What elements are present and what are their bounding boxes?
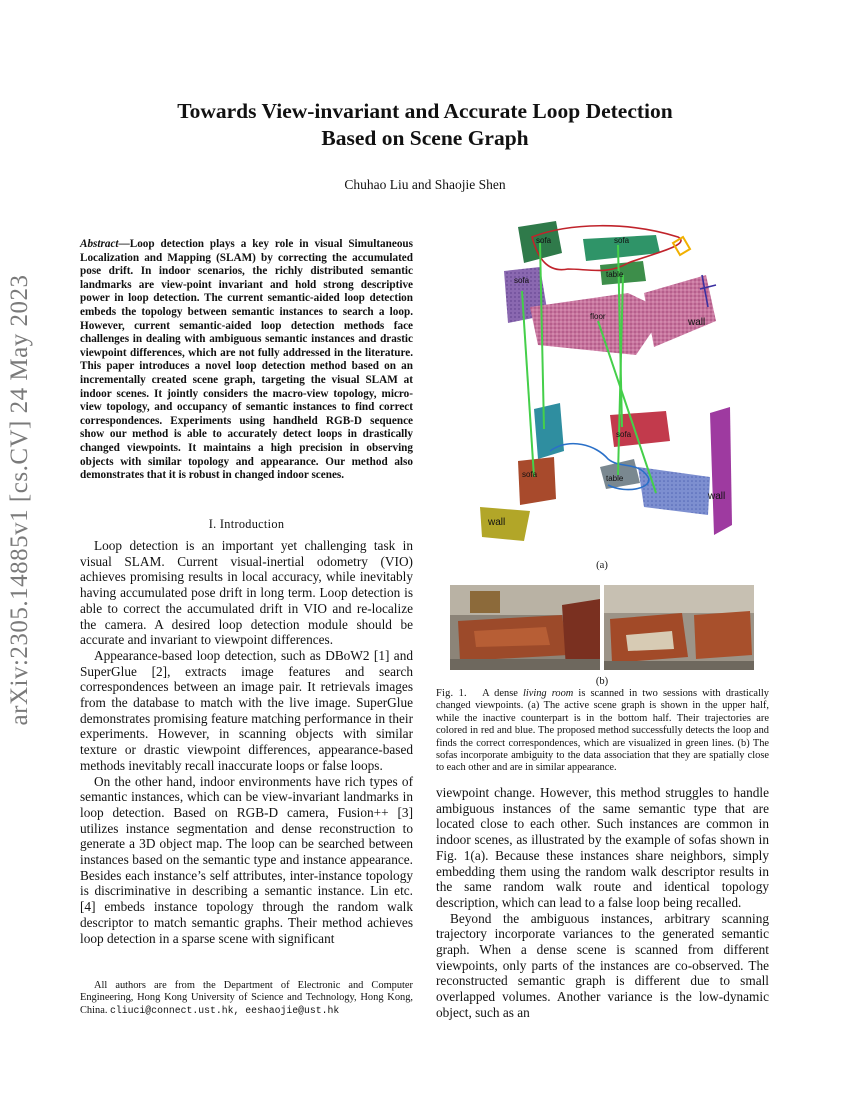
caption-rest: is scanned in two sessions with drastically changed viewpoints. (a) The active scene graph is shown in the upper half, while the inactive counterpart is in the bottom half. Their trajectories are colored in red and blue. The proposed method successfully detects the loop and finds the correct correspondences, which are visualized in green lines. (b) The sofas incorporate ambiguity to the data association that they are spatially close to each other and are in similar appearance.	[436, 688, 770, 774]
paragraph: viewpoint change. However, this method struggles to handle ambiguous instances of the same semantic type that are located close to each other. Such instances are common in indoor scenes, as illustrated by the example of sofas shown in Fig. 1(a). Because these instances share neighbors, simply embedding them using the random walk descriptor results in the same random walk route and identical topology description, which can lead to a false loop being recalled.	[436, 785, 769, 910]
abstract-label: Abstract	[80, 238, 119, 250]
figure-caption	[436, 688, 769, 775]
author-list: Chuhao Liu and Shaojie Shen	[344, 177, 506, 192]
abstract	[80, 238, 413, 483]
caption-prefix: Fig. 1.	[436, 688, 467, 699]
footnote-text: All authors are from the Department of Electronic and Computer Engineering, Hong Kong University of Science and Technology, Hong Kong, China.	[80, 980, 413, 1016]
title-line-1: Towards View-invariant and Accurate Loop Detection	[177, 99, 673, 123]
caption-italic: living room	[522, 688, 574, 699]
node-label-wall: wall	[488, 517, 506, 528]
abstract-text: —Loop detection plays a key role in visual Simultaneous Localization and Mapping (SLAM) by correcting the accumulated pose drift. In indoor scenarios, the richly distributed semantic landmarks are view-point invariant and hold strong descriptive power in loop detection. The current semantic-aided loop detection embeds the topology between semantic instances to search a loop. However, current semantic-aided loop detection methods face challenges in dealing with ambiguous semantic instances and drastic viewpoint differences, which are not fully addressed in the literature. This paper introduces a novel loop detection method based on an incrementally created scene graph, targeting the visual SLAM at indoor scenes. It jointly considers the macro-view topology, micro-view topology, and occupancy of semantic instances to find correct correspondences. Experiments using handheld RGB-D sequence show our method is able to accurately detect loops in drastically changed viewpoints. It maintains a high precision in observing objects with similar topology and appearance. Our method also demonstrates that it is robust in changed indoor scenes.	[80, 238, 413, 482]
node-label-wall: wall	[708, 491, 726, 502]
paragraph: Loop detection is an important yet challenging task in visual SLAM. Current visual-inertial odometry (VIO) achieves promising results in local accuracy, while inevitably having accumulated pose drift in long term. Loop detection is able to correct the accumulated drift in VIO and re-localize the camera. A desired loop detection module should be accurate and invariant to viewpoint differences.	[80, 538, 413, 648]
wall-cloud	[710, 407, 732, 535]
paragraph: Appearance-based loop detection, such as DBoW2 [1] and SuperGlue [2], extracts image features and search correspondences between an image pair. It retrievals images from the database to match with the live image. SuperGlue demonstrates promising feature matching performance in their experiments. However, in scanning objects with similar texture or drastic viewpoint differences, appearance-based methods inevitably recall inaccurate loops or false loops.	[80, 647, 413, 773]
node-label-wall: wall	[688, 317, 706, 328]
node-label-floor: floor	[590, 312, 606, 321]
node-label-sofa: sofa	[514, 276, 530, 285]
footnote	[80, 980, 413, 1017]
arxiv-sidebar	[0, 274, 40, 726]
arxiv-id: arXiv:2305.14885v1 [cs.CV] 24 May 2023	[6, 274, 33, 726]
node-label-table: table	[606, 270, 624, 279]
footnote-emails: cliuci@connect.ust.hk, eeshaojie@ust.hk	[110, 1004, 340, 1016]
node-label-sofa: sofa	[522, 470, 538, 479]
inactive-scene-graph	[480, 403, 732, 541]
subfigure-label-a: (a)	[596, 560, 608, 571]
node-label-sofa: sofa	[616, 430, 632, 439]
sofa-photos-illustration	[450, 585, 754, 670]
sofa-cloud	[534, 403, 564, 459]
subfigure-label-b: (b)	[595, 676, 609, 687]
photo-left	[450, 585, 600, 670]
paper-title	[100, 98, 750, 152]
node-label-sofa: sofa	[614, 236, 630, 245]
paragraph: On the other hand, indoor environments have rich types of semantic instances, which can be view-invariant landmarks in loop detection. Based on RGB-D camera, Fusion++ [3] utilizes instance segmentation and dense reconstruction to generate a 3D object map. The loop can be searched between instances based on the semantic type and instance appearance. Besides each instance’s self attributes, inter-instance topology is discriminative in describing a semantic instance. Lin etc. [4] embeds instance topology through the random walk descriptor to match semantic graphs. Their method achieves loop detection in a sparse scene with significant	[80, 773, 413, 946]
caption-intro: A dense	[482, 688, 523, 699]
wall-cloud	[644, 275, 716, 347]
node-label-table: table	[606, 474, 624, 483]
node-label-sofa: sofa	[536, 236, 552, 245]
right-column-text	[436, 785, 769, 1021]
sofa-cloud	[518, 457, 556, 505]
section-heading-introduction: I. Introduction	[208, 517, 285, 531]
paragraph: Beyond the ambiguous instances, arbitrary scanning trajectory incorporate variances to the generated semantic graph. When a dense scene is scanned from different viewpoints, only parts of the instances are co-observed. The reconstructed semantic graph is different due to small overlapped volumes. Another variance is the low-dynamic object, such as an	[436, 910, 769, 1020]
intro-text	[80, 538, 413, 946]
figure-scene-graph	[478, 215, 738, 555]
scene-graph-illustration	[478, 215, 738, 555]
figure-sofa-photos	[450, 585, 754, 670]
photo-right	[604, 585, 754, 670]
title-line-2: Based on Scene Graph	[321, 126, 529, 150]
